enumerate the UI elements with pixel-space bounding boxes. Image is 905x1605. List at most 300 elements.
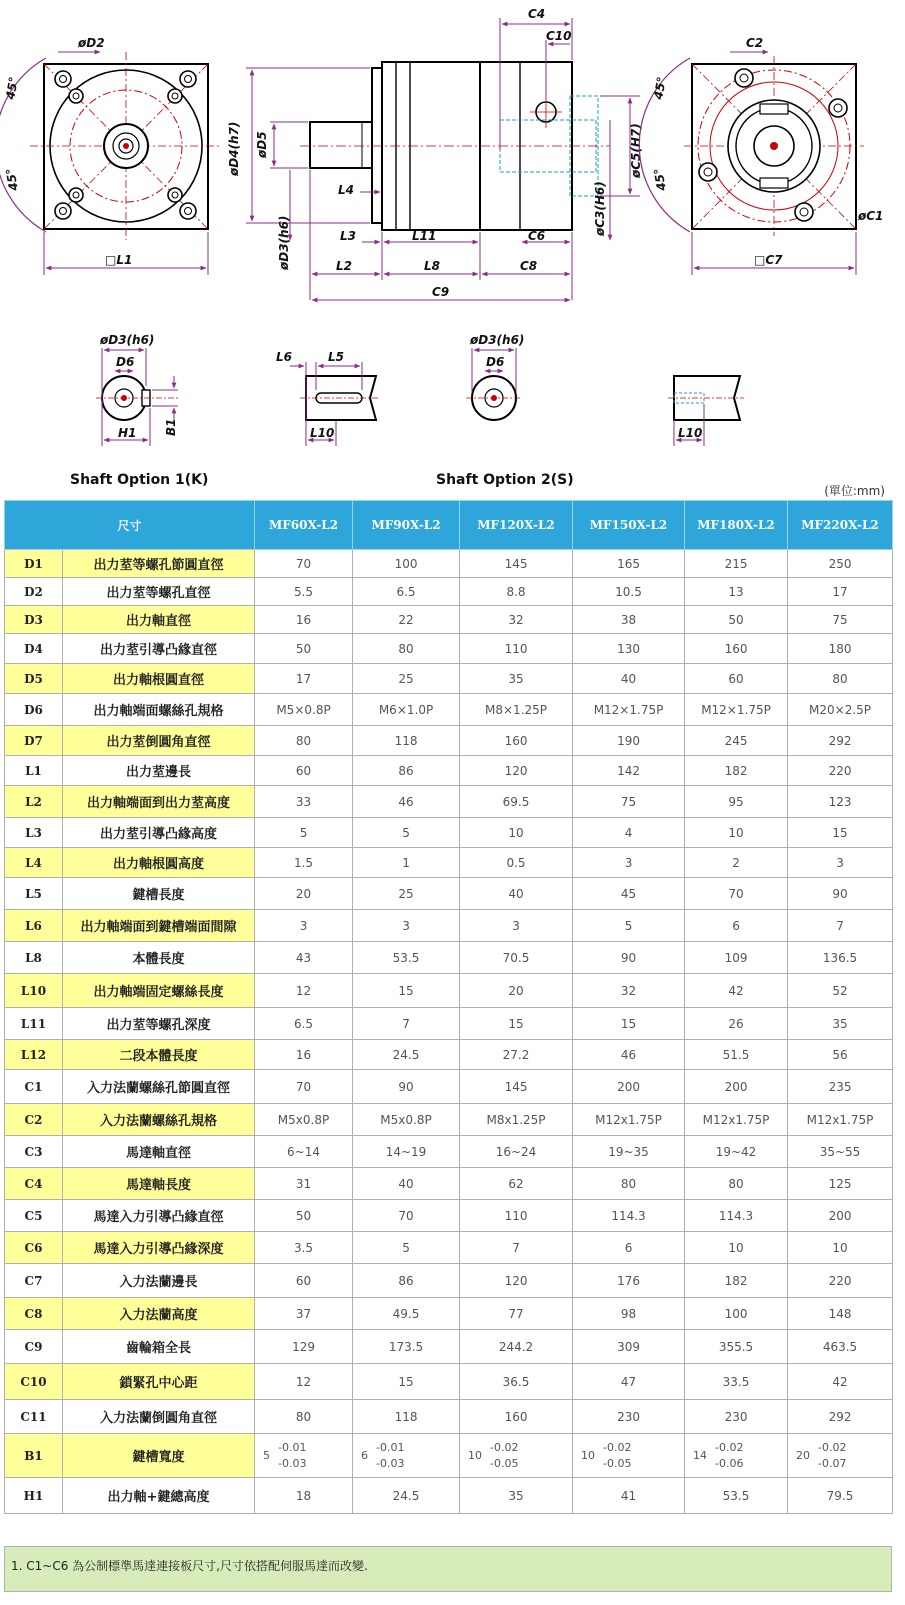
header-model: MF150X-L2: [573, 501, 685, 550]
row-value: 12: [255, 1364, 353, 1400]
header-model: MF220X-L2: [788, 501, 893, 550]
row-value: 25: [353, 664, 460, 694]
row-value: 70: [353, 1200, 460, 1232]
row-description: 出力荎邊長: [63, 756, 255, 786]
row-description: 出力軸端固定螺絲長度: [63, 974, 255, 1008]
row-code: L5: [5, 878, 63, 910]
label-d3-s: øD3(h6): [470, 333, 525, 347]
row-description: 出力荎等螺孔深度: [63, 1008, 255, 1040]
unit-note: (單位:mm): [824, 484, 885, 498]
row-value: 250: [788, 550, 893, 578]
label-c6: C6: [528, 229, 546, 243]
row-value: 100: [353, 550, 460, 578]
row-value: 245: [685, 726, 788, 756]
row-value: 20: [255, 878, 353, 910]
row-value: 123: [788, 786, 893, 818]
row-value: 80: [685, 1168, 788, 1200]
row-value: 22: [353, 606, 460, 634]
row-value: 53.5: [353, 942, 460, 974]
row-code: L8: [5, 942, 63, 974]
header-model: MF120X-L2: [460, 501, 573, 550]
label-d6-k: D6: [116, 355, 135, 369]
row-value: 0.5: [460, 848, 573, 878]
row-value: 15: [788, 818, 893, 848]
row-value: 10: [685, 1232, 788, 1264]
row-code: C3: [5, 1136, 63, 1168]
row-description: 入力法蘭螺絲孔規格: [63, 1104, 255, 1136]
row-value: 10: [685, 818, 788, 848]
row-description: 鍵槽長度: [63, 878, 255, 910]
row-description: 入力法蘭螺絲孔節圓直徑: [63, 1070, 255, 1104]
nominal-value: 5: [263, 1449, 271, 1462]
row-value: 165: [573, 550, 685, 578]
row-value: 200: [788, 1200, 893, 1232]
row-value: 35~55: [788, 1136, 893, 1168]
lower-tolerance: -0.03: [376, 1456, 405, 1470]
row-value: M6×1.0P: [353, 694, 460, 726]
label-l4: L4: [338, 183, 354, 197]
row-value: 62: [460, 1168, 573, 1200]
label-c7: □C7: [754, 253, 783, 267]
nominal-value: 6: [361, 1449, 369, 1462]
label-l1: □L1: [105, 253, 133, 267]
row-value: 46: [573, 1040, 685, 1070]
row-value: 136.5: [788, 942, 893, 974]
row-code: C11: [5, 1400, 63, 1434]
row-value: 1: [353, 848, 460, 878]
row-value: 70.5: [460, 942, 573, 974]
row-value: 6.5: [255, 1008, 353, 1040]
row-value: 56: [788, 1040, 893, 1070]
technical-drawing: [0, 0, 905, 480]
label-l5: L5: [328, 350, 344, 364]
row-value: 145: [460, 550, 573, 578]
row-value: 35: [460, 1478, 573, 1514]
lower-tolerance: -0.07: [818, 1456, 847, 1470]
row-code: C8: [5, 1298, 63, 1330]
row-value: 79.5: [788, 1478, 893, 1514]
label-45-bottom: 45°: [3, 167, 21, 192]
table-row: [5, 1400, 893, 1434]
row-value: 292: [788, 1400, 893, 1434]
row-description: 出力軸端面到鍵槽端面間隙: [63, 910, 255, 942]
row-value: 37: [255, 1298, 353, 1330]
row-value: 3: [353, 910, 460, 942]
row-code: D2: [5, 578, 63, 606]
row-value: 90: [788, 878, 893, 910]
row-value: 182: [685, 1264, 788, 1298]
row-value: 70: [255, 550, 353, 578]
row-value: 355.5: [685, 1330, 788, 1364]
footnote: 1. C1~C6 為公制標準馬達連接板尺寸,尺寸依搭配伺服馬達而改變.: [4, 1546, 892, 1592]
row-value: 10.5: [573, 578, 685, 606]
row-value: 5: [573, 910, 685, 942]
row-value: 90: [573, 942, 685, 974]
row-value: M5x0.8P: [255, 1104, 353, 1136]
row-code: C1: [5, 1070, 63, 1104]
table-row: [5, 550, 893, 578]
table-row: [5, 848, 893, 878]
row-value: 5: [353, 1232, 460, 1264]
header-dimension: 尺寸: [5, 501, 255, 550]
row-value-tolerance: [573, 1434, 685, 1478]
row-value: 18: [255, 1478, 353, 1514]
row-description: 馬達軸直徑: [63, 1136, 255, 1168]
row-value: 110: [460, 1200, 573, 1232]
label-l2: L2: [336, 259, 352, 273]
row-value: 463.5: [788, 1330, 893, 1364]
row-value: 129: [255, 1330, 353, 1364]
row-value: 77: [460, 1298, 573, 1330]
label-l11: L11: [412, 229, 437, 243]
row-code: C10: [5, 1364, 63, 1400]
row-value: 190: [573, 726, 685, 756]
row-description: 馬達入力引導凸緣深度: [63, 1232, 255, 1264]
row-value: 200: [685, 1070, 788, 1104]
row-value: 2: [685, 848, 788, 878]
table-row: [5, 1364, 893, 1400]
row-value-tolerance: [685, 1434, 788, 1478]
row-description: 入力法蘭高度: [63, 1298, 255, 1330]
row-value: 60: [255, 1264, 353, 1298]
row-value: 10: [788, 1232, 893, 1264]
label-c1: øC1: [858, 209, 884, 223]
label-d6-s: D6: [486, 355, 505, 369]
upper-tolerance: -0.02: [715, 1440, 744, 1454]
row-value: 86: [353, 1264, 460, 1298]
row-value: 50: [255, 634, 353, 664]
row-value: M12×1.75P: [573, 694, 685, 726]
table-row: [5, 1070, 893, 1104]
row-value: 40: [573, 664, 685, 694]
label-c5: øC5(H7): [629, 123, 643, 178]
row-value: 24.5: [353, 1040, 460, 1070]
row-value: 148: [788, 1298, 893, 1330]
row-value: 27.2: [460, 1040, 573, 1070]
row-code: D7: [5, 726, 63, 756]
row-value: 25: [353, 878, 460, 910]
row-value: 17: [255, 664, 353, 694]
table-row: [5, 694, 893, 726]
row-value: 60: [255, 756, 353, 786]
row-value: 244.2: [460, 1330, 573, 1364]
table-row: [5, 878, 893, 910]
row-value: 6.5: [353, 578, 460, 606]
row-value: 114.3: [685, 1200, 788, 1232]
label-45-top-rear: 45°: [651, 75, 669, 101]
row-value: 26: [685, 1008, 788, 1040]
row-description: 出力荎等螺孔節圓直徑: [63, 550, 255, 578]
row-description: 馬達入力引導凸緣直徑: [63, 1200, 255, 1232]
label-l10: L10: [310, 426, 335, 440]
row-description: 馬達軸長度: [63, 1168, 255, 1200]
table-row-h1: [5, 1478, 893, 1514]
label-c4: C4: [528, 7, 546, 21]
label-l8: L8: [424, 259, 440, 273]
label-c8: C8: [520, 259, 538, 273]
row-value: 15: [353, 1364, 460, 1400]
row-description: 出力荎等螺孔直徑: [63, 578, 255, 606]
row-value: 1.5: [255, 848, 353, 878]
table-row: [5, 664, 893, 694]
row-value: 80: [255, 1400, 353, 1434]
label-l10-s: L10: [678, 426, 703, 440]
nominal-value: 10: [468, 1449, 483, 1462]
row-value: 3: [573, 848, 685, 878]
row-value: M12x1.75P: [685, 1104, 788, 1136]
row-value: 70: [255, 1070, 353, 1104]
row-value: 6~14: [255, 1136, 353, 1168]
lower-tolerance: -0.05: [490, 1456, 519, 1470]
table-row: [5, 910, 893, 942]
row-value: 220: [788, 1264, 893, 1298]
row-value: 86: [353, 756, 460, 786]
row-code: L10: [5, 974, 63, 1008]
row-description: 齒輪箱全長: [63, 1330, 255, 1364]
row-value: 10: [460, 818, 573, 848]
row-value-tolerance: [255, 1434, 353, 1478]
row-value: 118: [353, 726, 460, 756]
lower-tolerance: -0.03: [278, 1456, 307, 1470]
row-value-tolerance: [460, 1434, 573, 1478]
row-value: 38: [573, 606, 685, 634]
nominal-value: 14: [693, 1449, 708, 1462]
row-value: 46: [353, 786, 460, 818]
label-l6: L6: [276, 350, 292, 364]
row-value: 14~19: [353, 1136, 460, 1168]
row-description: 二段本體長度: [63, 1040, 255, 1070]
table-row: [5, 1264, 893, 1298]
table-row: [5, 1008, 893, 1040]
row-value: M12x1.75P: [573, 1104, 685, 1136]
row-value: 125: [788, 1168, 893, 1200]
row-value: 95: [685, 786, 788, 818]
row-value: 15: [573, 1008, 685, 1040]
row-description: 出力軸根圓高度: [63, 848, 255, 878]
upper-tolerance: -0.02: [490, 1440, 519, 1454]
row-value: M5×0.8P: [255, 694, 353, 726]
row-value: 15: [353, 974, 460, 1008]
row-value: 53.5: [685, 1478, 788, 1514]
row-code: L11: [5, 1008, 63, 1040]
row-value: 20: [460, 974, 573, 1008]
row-value: 80: [255, 726, 353, 756]
row-value-tolerance: [788, 1434, 893, 1478]
row-description: 出力荎倒圓角直徑: [63, 726, 255, 756]
upper-tolerance: -0.02: [603, 1440, 632, 1454]
row-code: C5: [5, 1200, 63, 1232]
row-value: 109: [685, 942, 788, 974]
row-value-tolerance: [353, 1434, 460, 1478]
row-value: 12: [255, 974, 353, 1008]
header-model: MF180X-L2: [685, 501, 788, 550]
row-value: 230: [573, 1400, 685, 1434]
row-value: 3.5: [255, 1232, 353, 1264]
table-row: [5, 818, 893, 848]
label-d2: øD2: [78, 36, 105, 50]
row-value: 19~35: [573, 1136, 685, 1168]
row-value: 173.5: [353, 1330, 460, 1364]
row-value: 142: [573, 756, 685, 786]
table-row: [5, 1104, 893, 1136]
row-value: 160: [460, 1400, 573, 1434]
row-description: 出力軸端面到出力荎高度: [63, 786, 255, 818]
nominal-value: 10: [581, 1449, 596, 1462]
nominal-value: 20: [796, 1449, 811, 1462]
row-description: 入力法蘭倒圓角直徑: [63, 1400, 255, 1434]
row-description: 出力軸端面螺絲孔規格: [63, 694, 255, 726]
caption-shaft-option-1: Shaft Option 1(K): [70, 472, 209, 488]
table-row: [5, 634, 893, 664]
row-value: 118: [353, 1400, 460, 1434]
label-d4: øD4(h7): [227, 121, 241, 176]
row-value: 7: [788, 910, 893, 942]
row-code: D5: [5, 664, 63, 694]
label-d3: øD3(h6): [277, 215, 291, 270]
label-45-bottom-rear: 45°: [651, 167, 669, 192]
table-row: [5, 1168, 893, 1200]
row-value: 16~24: [460, 1136, 573, 1168]
row-value: 16: [255, 606, 353, 634]
row-value: 80: [353, 634, 460, 664]
row-value: M12x1.75P: [788, 1104, 893, 1136]
row-value: 230: [685, 1400, 788, 1434]
row-value: 220: [788, 756, 893, 786]
row-value: 45: [573, 878, 685, 910]
table-row: [5, 578, 893, 606]
row-value: 42: [685, 974, 788, 1008]
table-row: [5, 974, 893, 1008]
row-value: 160: [685, 634, 788, 664]
table-row: [5, 786, 893, 818]
table-row: [5, 726, 893, 756]
upper-tolerance: -0.02: [818, 1440, 847, 1454]
row-value: 8.8: [460, 578, 573, 606]
upper-tolerance: -0.01: [376, 1440, 405, 1454]
caption-shaft-option-2: Shaft Option 2(S): [436, 472, 574, 488]
row-value: 32: [573, 974, 685, 1008]
row-description: 鍵槽寬度: [63, 1434, 255, 1478]
table-row: [5, 1040, 893, 1070]
row-value: 7: [460, 1232, 573, 1264]
row-code: L12: [5, 1040, 63, 1070]
row-value: 3: [255, 910, 353, 942]
row-value: M12×1.75P: [685, 694, 788, 726]
row-value: 5.5: [255, 578, 353, 606]
row-value: 4: [573, 818, 685, 848]
table-header-row: [5, 501, 893, 550]
row-value: 15: [460, 1008, 573, 1040]
table-row: [5, 1232, 893, 1264]
row-value: M8×1.25P: [460, 694, 573, 726]
row-value: 51.5: [685, 1040, 788, 1070]
label-c10: C10: [546, 29, 572, 43]
row-value: 3: [788, 848, 893, 878]
label-l3: L3: [340, 229, 356, 243]
front-view-output: [0, 36, 220, 275]
row-value: 80: [573, 1168, 685, 1200]
row-code: D3: [5, 606, 63, 634]
row-value: 35: [460, 664, 573, 694]
label-d5: øD5: [255, 131, 269, 158]
row-code: L3: [5, 818, 63, 848]
row-value: 47: [573, 1364, 685, 1400]
row-value: 182: [685, 756, 788, 786]
row-value: 16: [255, 1040, 353, 1070]
spec-table: [4, 500, 893, 1514]
row-value: 160: [460, 726, 573, 756]
row-value: 60: [685, 664, 788, 694]
row-value: 120: [460, 756, 573, 786]
row-value: 32: [460, 606, 573, 634]
row-code: B1: [5, 1434, 63, 1478]
rear-view-input: [639, 36, 883, 275]
row-value: 6: [573, 1232, 685, 1264]
row-value: 130: [573, 634, 685, 664]
row-value: 7: [353, 1008, 460, 1040]
table-row: [5, 1200, 893, 1232]
row-code: D1: [5, 550, 63, 578]
label-h1: H1: [118, 426, 137, 440]
row-value: 35: [788, 1008, 893, 1040]
row-value: 235: [788, 1070, 893, 1104]
table-row: [5, 606, 893, 634]
side-view: [227, 7, 643, 300]
table-row: [5, 1298, 893, 1330]
row-value: 5: [353, 818, 460, 848]
row-value: 17: [788, 578, 893, 606]
row-description: 出力荎引導凸緣直徑: [63, 634, 255, 664]
row-value: 50: [685, 606, 788, 634]
row-value: 75: [788, 606, 893, 634]
row-value: 3: [460, 910, 573, 942]
upper-tolerance: -0.01: [278, 1440, 307, 1454]
row-value: M5x0.8P: [353, 1104, 460, 1136]
row-value: 200: [573, 1070, 685, 1104]
label-c3: øC3(H6): [593, 181, 607, 236]
row-description: 出力軸+鍵總高度: [63, 1478, 255, 1514]
row-code: D6: [5, 694, 63, 726]
row-code: C2: [5, 1104, 63, 1136]
row-value: 292: [788, 726, 893, 756]
row-value: 90: [353, 1070, 460, 1104]
row-value: 69.5: [460, 786, 573, 818]
row-description: 入力法蘭邊長: [63, 1264, 255, 1298]
row-description: 鎖緊孔中心距: [63, 1364, 255, 1400]
table-row-b1: [5, 1434, 893, 1478]
row-value: 42: [788, 1364, 893, 1400]
row-value: 40: [353, 1168, 460, 1200]
row-code: C6: [5, 1232, 63, 1264]
row-code: H1: [5, 1478, 63, 1514]
row-code: L1: [5, 756, 63, 786]
lower-tolerance: -0.06: [715, 1456, 744, 1470]
row-value: 215: [685, 550, 788, 578]
table-row: [5, 756, 893, 786]
row-value: 114.3: [573, 1200, 685, 1232]
row-description: 出力荎引導凸緣高度: [63, 818, 255, 848]
row-value: 80: [788, 664, 893, 694]
header-model: MF90X-L2: [353, 501, 460, 550]
row-value: 100: [685, 1298, 788, 1330]
row-value: 33.5: [685, 1364, 788, 1400]
row-value: 43: [255, 942, 353, 974]
row-value: 176: [573, 1264, 685, 1298]
row-value: 5: [255, 818, 353, 848]
row-code: C7: [5, 1264, 63, 1298]
row-value: 13: [685, 578, 788, 606]
label-c2: C2: [746, 36, 764, 50]
